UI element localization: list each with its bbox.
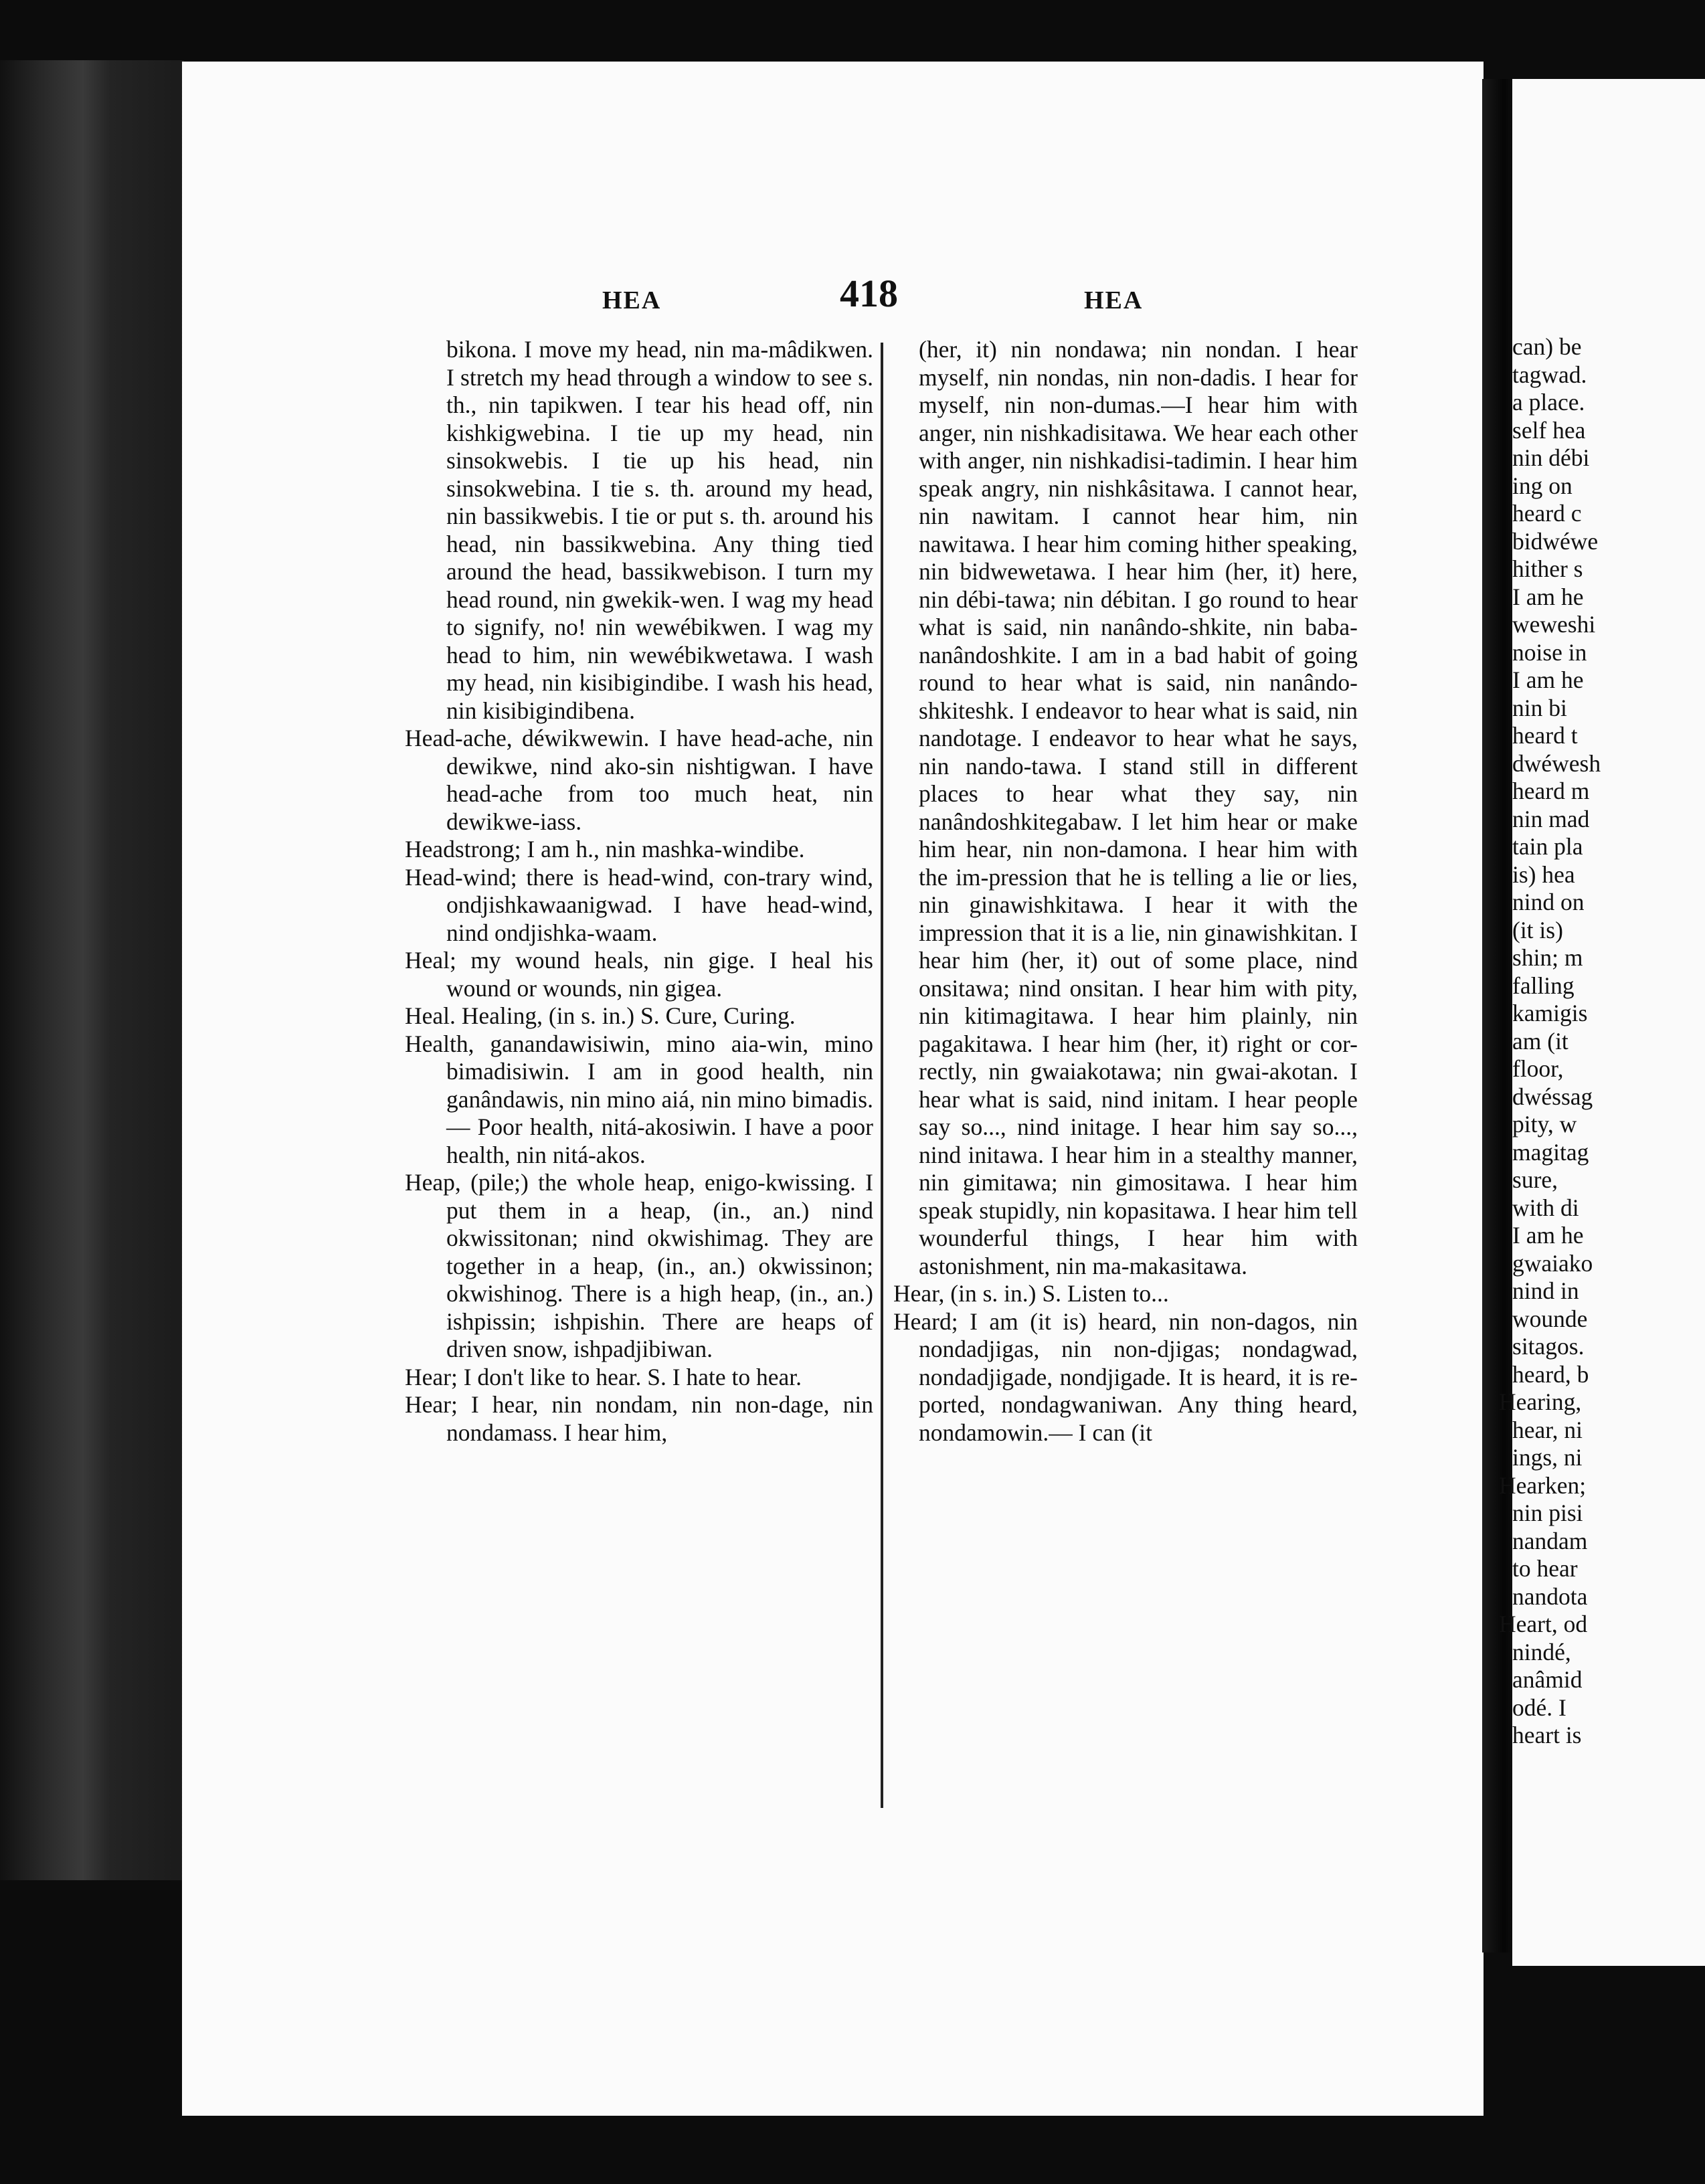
dictionary-entry: Heal; my wound heals, nin gige. I heal his wound or wounds, nin gigea. bbox=[405, 947, 873, 1002]
dictionary-entry: Head-ache, déwikwewin. I have head-ache, nin dewikwe, nind ako-sin nishtigwan. I have head-ache from too much heat, nin dewikwe-iass. bbox=[405, 725, 873, 835]
facing-page-line: anâmid bbox=[1512, 1666, 1583, 1693]
dictionary-entry: Hear; I don't like to hear. S. I hate to hear. bbox=[405, 1363, 802, 1390]
facing-page-line: I am he bbox=[1512, 666, 1584, 693]
facing-page-line: dwéssag bbox=[1512, 1083, 1593, 1110]
facing-page-line: dwéwesh bbox=[1512, 749, 1601, 777]
facing-page-line: ings, ni bbox=[1512, 1444, 1583, 1471]
running-header bbox=[602, 271, 1151, 325]
continued-entry-text: bikona. I move my head, nin ma-mâdikwen. I stretch my head through a window to see s. th., nin tapikwen. I tear his head off, nin kishkigwebina. I tie up my head, nin sinsokwebis. I tie up his head, nin sinsokwebina. I tie s. th. around my head, nin bassikwebis. I tie or put s. th. around his head, nin bassikwebina. Any thing tied around the head, bassikwebison. I turn my head round, nin gwekik-wen. I wag my head to signify, no! nin wewébikwen. I wag my head to him, nin wewébikwetawa. I wash my head, nin kisibigindibe. I wash his head, nin kisibigindibena. bbox=[446, 336, 873, 724]
facing-page-line: heard m bbox=[1512, 778, 1590, 804]
dictionary-entry: Hear; I hear, nin nondam, nin non-dage, nin nondamass. I hear him, bbox=[405, 1391, 873, 1446]
facing-page-line: tain pla bbox=[1512, 833, 1583, 860]
continued-entry-text: (her, it) nin nondawa; nin nondan. I hear myself, nin nondas, nin non-dadis. I hear for myself, nin non-dumas.—I hear him with anger, nin nishkadisitawa. We hear each other with anger, nin nishkadisi-tadimin. I hear him speak angry, nin nishkâsitawa. I cannot hear, nin nawitam. I cannot hear him, nin nawitawa. I hear him coming hither speaking, nin bidwewetawa. I hear him (her, it) here, nin débi-tawa; nin débitan. I go round to hear what is said, nin nanândo-shkite, nin baba-nanândoshkite. I am in a bad habit of going round to hear what is said, nin nanândo-shkiteshk. I endeavor to hear what is said, nin nandotage. I endeavor to hear what he says, nin nando-tawa. I stand still in different places to hear what they say, nin nanândoshkitegabaw. I let him hear or make him hear, nin non-damona. I hear him with the im-pression that he is telling a lie or lies, nin ginawishkitawa. I hear it with the impression that it is a lie, nin ginawishkitan. I hear him (her, it) out of some place, nind onsitawa; nind onsitan. I hear him with pity, nin kitimagitawa. I hear him plainly, nin pagakitawa. I hear him (her, it) right or cor-rectly, nin gwaiakotawa; nin gwai-akotan. I hear what is said, nind initam. I hear people say so..., nind initage. I hear him say so..., nind initawa. I hear him in a stealthy manner, nin gimitawa; nin gimositawa. I hear him speak stupidly, nin kopasitawa. I hear him tell wounderful things, I hear him with astonishment, nin ma-makasitawa. bbox=[919, 336, 1358, 1279]
page-number: 418 bbox=[840, 272, 898, 315]
book-spine-edge bbox=[0, 60, 184, 1880]
facing-page-line: magitag bbox=[1512, 1138, 1589, 1166]
dictionary-entry: Hear, (in s. in.) S. Listen to... bbox=[893, 1280, 1169, 1307]
facing-page-line: with di bbox=[1512, 1194, 1579, 1221]
facing-page-line: heard c bbox=[1512, 500, 1582, 527]
facing-page-line: I am he bbox=[1512, 1222, 1584, 1249]
dictionary-entry: Health, ganandawisiwin, mino aia-win, mino bimadisiwin. I am in good health, nin ganândawis, nin mino aiá, nin mino bimadis.— Poor health, nitá-akosiwin. I have a poor health, nin nitá-akos. bbox=[405, 1030, 873, 1168]
facing-page-line: sure, bbox=[1512, 1166, 1558, 1193]
facing-page-line: wounde bbox=[1512, 1305, 1588, 1332]
column-divider bbox=[881, 343, 883, 1808]
right-column bbox=[893, 336, 1358, 1447]
facing-page-text bbox=[1499, 333, 1705, 1750]
facing-page-line: Hearken; bbox=[1499, 1471, 1587, 1499]
facing-page-line: hither s bbox=[1512, 555, 1583, 582]
facing-page-line: noise in bbox=[1512, 638, 1587, 666]
facing-page-line: a place. bbox=[1512, 389, 1585, 416]
facing-page-line: ing on bbox=[1512, 472, 1573, 499]
facing-page-line: Hearing, bbox=[1499, 1388, 1582, 1415]
facing-page-line: shin; m bbox=[1512, 944, 1583, 971]
facing-page-line: odé. I bbox=[1512, 1694, 1566, 1721]
facing-page-line: can) be bbox=[1512, 333, 1582, 360]
facing-page-line: am (it bbox=[1512, 1027, 1568, 1055]
facing-page-line: hear, ni bbox=[1512, 1416, 1583, 1443]
facing-page-line: nindé, bbox=[1512, 1638, 1571, 1665]
facing-page-line: heard, b bbox=[1512, 1360, 1589, 1388]
header-guide-word-left: HEA bbox=[602, 286, 662, 314]
facing-page-line: I am he bbox=[1512, 583, 1584, 610]
dictionary-entry: Head-wind; there is head-wind, con-trary wind, ondjishkawaanigwad. I have head-wind, nind ondjishka-waam. bbox=[405, 863, 873, 946]
left-column bbox=[405, 336, 873, 1447]
facing-page-line: nind on bbox=[1512, 889, 1585, 915]
facing-page-line: kamigis bbox=[1512, 1000, 1588, 1026]
facing-page-line: heart is bbox=[1512, 1722, 1582, 1748]
dictionary-entry: Heap, (pile;) the whole heap, enigo-kwissing. I put them in a heap, (in., an.) nind okwissitonan; nind okwishimag. They are together in a heap, (in., an.) okwissinon; okwishinog. There is a high heap, (in., an.) ishpissin; ishpishin. There are heaps of driven snow, ishpadjibiwan. bbox=[405, 1169, 873, 1362]
facing-page-line: nin bi bbox=[1512, 694, 1567, 721]
facing-page-line: nind in bbox=[1512, 1277, 1579, 1304]
facing-page-line: tagwad. bbox=[1512, 361, 1587, 388]
facing-page-line: (it is) bbox=[1512, 916, 1563, 943]
facing-page-line: nandam bbox=[1512, 1527, 1588, 1554]
facing-page-line: floor, bbox=[1512, 1055, 1564, 1082]
facing-page-line: pity, w bbox=[1512, 1111, 1577, 1138]
dictionary-entry: Heard; I am (it is) heard, nin non-dagos, nin nondadjigas, nin non-djigas; nondagwad, nondadjigade, nondjigade. It is heard, it is re-ported, nondagwaniwan. Any thing heard, nondamowin.— I can (it bbox=[893, 1307, 1358, 1446]
facing-page-line: gwaiako bbox=[1512, 1249, 1593, 1277]
facing-page-line: nin mad bbox=[1512, 805, 1590, 832]
facing-page-line: heard t bbox=[1512, 722, 1578, 749]
facing-page-line: weweshi bbox=[1512, 611, 1596, 638]
facing-page-line: nin pisi bbox=[1512, 1499, 1583, 1526]
facing-page-line: bidwéwe bbox=[1512, 527, 1599, 555]
facing-page-line: to hear bbox=[1512, 1555, 1578, 1582]
facing-page-line: nin débi bbox=[1512, 444, 1590, 471]
header-guide-word-right: HEA bbox=[1084, 286, 1144, 314]
facing-page-fragment bbox=[1499, 79, 1705, 1966]
dictionary-entry: Headstrong; I am h., nin mashka-windibe. bbox=[405, 836, 805, 862]
facing-page-line: Heart, od bbox=[1499, 1611, 1588, 1637]
facing-page-line: self hea bbox=[1512, 416, 1586, 444]
facing-page-line: nandota bbox=[1512, 1582, 1588, 1610]
facing-page-line: is) hea bbox=[1512, 860, 1575, 888]
facing-page-line: sitagos. bbox=[1512, 1333, 1585, 1360]
dictionary-entry: Heal. Healing, (in s. in.) S. Cure, Curing. bbox=[405, 1002, 796, 1029]
facing-page-line: falling bbox=[1512, 972, 1575, 999]
